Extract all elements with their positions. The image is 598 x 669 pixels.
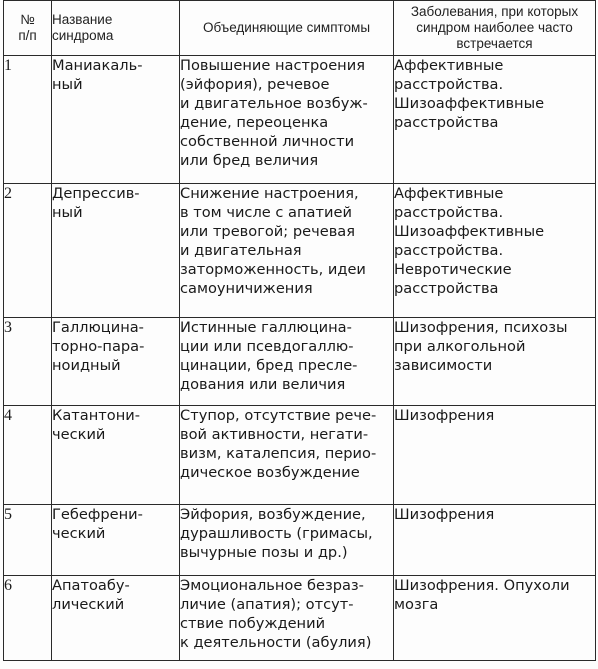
symptoms-cell	[180, 56, 394, 184]
diseases-line: расстройства.	[394, 242, 504, 259]
syndrome-name-line: ный	[52, 76, 83, 93]
symptoms-line: самоуничижения	[180, 280, 313, 297]
header-text: Название	[52, 12, 113, 27]
symptoms-line: ции или псевдогаллю-	[180, 338, 354, 355]
symptoms-line: (эйфория), речевое	[180, 76, 330, 93]
diseases-line: Шизофрения	[394, 407, 495, 424]
symptoms-line: к деятельности (абулия)	[180, 634, 372, 651]
syndrome-name-line: ческий	[52, 525, 106, 542]
row-number: 2	[4, 184, 52, 318]
symptoms-line: Эйфория, возбуждение,	[180, 506, 366, 523]
syndrome-name-cell	[52, 318, 180, 406]
row-number: 3	[4, 318, 52, 406]
table-row	[4, 318, 596, 406]
symptoms-line: Эмоциональное безраз-	[180, 577, 364, 594]
header-syndrome-name	[52, 1, 180, 56]
diseases-line: мозга	[394, 596, 439, 613]
diseases-line: зависимости	[394, 357, 493, 374]
diseases-line: расстройства	[394, 280, 499, 297]
diseases-cell	[394, 406, 596, 505]
header-row	[4, 1, 596, 56]
header-text: синдром наиболее часто	[416, 20, 573, 35]
diseases-line: Шизофрения	[394, 506, 495, 523]
diseases-line: Шизофрения, психозы	[394, 319, 568, 336]
symptoms-line: собственной личности	[180, 133, 355, 150]
syndrome-name-line: Маниакаль-	[52, 57, 143, 74]
syndrome-name-line: торно-пара-	[52, 338, 145, 355]
symptoms-line: и двигательная	[180, 242, 302, 259]
symptoms-line: ствие побуждений	[180, 615, 326, 632]
syndrome-name-line: ноидный	[52, 357, 121, 374]
header-text: встречается	[456, 36, 533, 51]
symptoms-cell	[180, 184, 394, 318]
syndrome-name-line: Гебефрени-	[52, 506, 143, 523]
diseases-line: расстройства.	[394, 76, 504, 93]
symptoms-line: визм, каталепсия, перио-	[180, 445, 377, 462]
table-row	[4, 576, 596, 661]
diseases-line: Шизоаффективные	[394, 223, 545, 240]
row-number: 5	[4, 505, 52, 576]
symptoms-line: и двигательное возбуж-	[180, 95, 368, 112]
symptoms-line: вычурные позы и др.)	[180, 544, 348, 561]
syndrome-name-cell	[52, 184, 180, 318]
syndrome-name-cell	[52, 406, 180, 505]
header-text: п/п	[18, 28, 37, 43]
header-diseases	[394, 1, 596, 56]
row-number: 4	[4, 406, 52, 505]
symptoms-line: или тревогой; речевая	[180, 223, 356, 240]
diseases-cell	[394, 576, 596, 661]
diseases-line: Аффективные	[394, 185, 504, 202]
symptoms-cell	[180, 406, 394, 505]
symptoms-line: личие (апатия); отсут-	[180, 596, 354, 613]
row-number: 1	[4, 56, 52, 184]
diseases-cell	[394, 56, 596, 184]
syndrome-name-line: ный	[52, 204, 83, 221]
diseases-line: расстройства.	[394, 204, 504, 221]
symptoms-line: дение, переоценка	[180, 114, 329, 131]
symptoms-line: заторможенность, идеи	[180, 261, 366, 278]
symptoms-line: или бред величия	[180, 152, 319, 169]
diseases-cell	[394, 184, 596, 318]
syndrome-name-cell	[52, 505, 180, 576]
table-row	[4, 505, 596, 576]
syndrome-name-line: Депрессив-	[52, 185, 140, 202]
header-text: Заболевания, при которых	[410, 4, 579, 19]
symptoms-line: Истинные галлюцина-	[180, 319, 352, 336]
symptoms-cell	[180, 505, 394, 576]
header-text: №	[20, 12, 35, 27]
syndrome-name-line: Галлюцина-	[52, 319, 144, 336]
diseases-line: при алкогольной	[394, 338, 526, 355]
diseases-cell	[394, 505, 596, 576]
header-number	[4, 1, 52, 56]
syndromes-table	[3, 0, 596, 661]
symptoms-line: цинации, бред пресле-	[180, 357, 358, 374]
symptoms-line: в том числе с апатией	[180, 204, 352, 221]
diseases-line: Невротические	[394, 261, 512, 278]
symptoms-line: Ступор, отсутствие рече-	[180, 407, 377, 424]
diseases-cell	[394, 318, 596, 406]
symptoms-line: дическое возбуждение	[180, 464, 360, 481]
row-number: 6	[4, 576, 52, 661]
symptoms-cell	[180, 318, 394, 406]
diseases-line: Шизоаффективные	[394, 95, 545, 112]
table-row	[4, 406, 596, 505]
header-text: синдрома	[52, 28, 114, 43]
symptoms-line: Снижение настроения,	[180, 185, 359, 202]
syndrome-name-cell	[52, 576, 180, 661]
symptoms-line: вой активности, негати-	[180, 426, 369, 443]
symptoms-line: Повышение настроения	[180, 57, 365, 74]
symptoms-line: дурашливость (гримасы,	[180, 525, 373, 542]
syndrome-name-line: Апатоабу-	[52, 577, 130, 594]
table-row	[4, 184, 596, 318]
symptoms-line: дования или величия	[180, 376, 346, 393]
syndrome-name-line: ческий	[52, 426, 106, 443]
diseases-line: Шизофрения. Опухоли	[394, 577, 570, 594]
syndrome-name-cell	[52, 56, 180, 184]
table-row	[4, 56, 596, 184]
header-text: Объединяющие симптомы	[202, 20, 371, 35]
syndrome-name-line: Катантони-	[52, 407, 141, 424]
symptoms-cell	[180, 576, 394, 661]
diseases-line: расстройства	[394, 114, 499, 131]
diseases-line: Аффективные	[394, 57, 504, 74]
syndrome-name-line: лический	[52, 596, 125, 613]
header-symptoms	[180, 1, 394, 56]
